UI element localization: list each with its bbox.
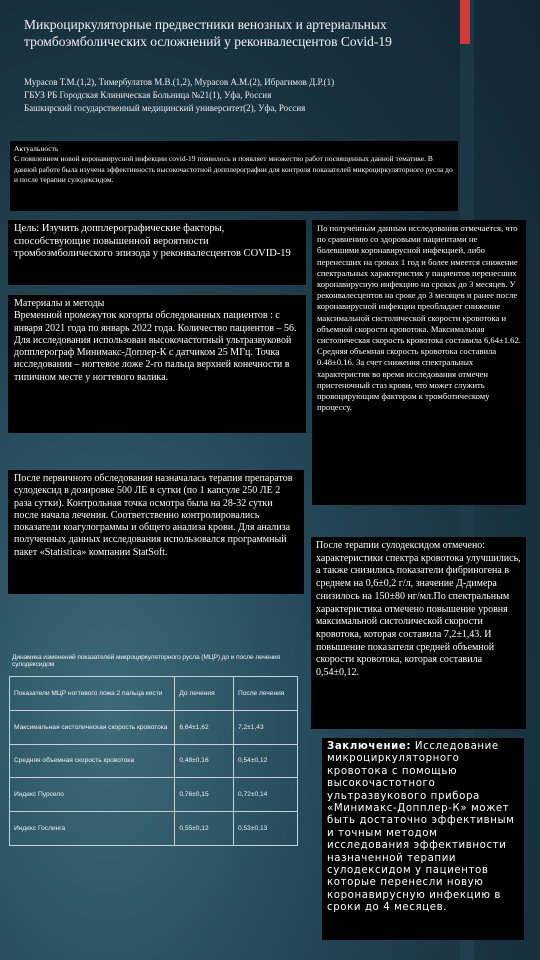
table-cell: Индекс Гослинга xyxy=(10,812,175,846)
relevance-heading: Актуальность xyxy=(14,144,59,153)
table-row xyxy=(10,778,298,812)
findings-text: По полученным данным исследования отмечается, что по сравнению со здоровыми пациентами не болевшими коронавирусной инфекцией, либо перенесших на сроках 1 год и более имеется снижение спектральных характеристик у пациентов перенесших коронавирусную инфекцию на сроках до 3 месяцев. У реконвалесцентов на сроке до 3 месяцев и ранее после коронавирусной инфекции преобладает снижение максимальной систолической скорости кровотока и объемной скорости кровотока. Максимальная систолическая скорость кровотока составила 6,64±1.62. Средняя объемная скорость кровотока составила 0.48±0.16. За счет снижения спектральных характеристик во время исследования отмечен пристеночный стаз крови, что может служить провоцирующим фактором к тромботическому процессу. xyxy=(317,223,521,413)
table-cell: Максимальная систолическая скорость кровотока xyxy=(10,710,175,744)
table-row xyxy=(10,744,298,778)
table-caption: Динамика изменений показателей микроциркуляторного русла (МЦР) до и после лечения сулодексидом xyxy=(12,654,280,668)
table-cell: 0,54±0,12 xyxy=(234,744,298,778)
poster-title: Микроциркуляторные предвестники венозных и артериальных тромбоэмболических осложнений у реконвалесцентов Covid-19 xyxy=(24,17,392,49)
relevance-box xyxy=(10,141,458,211)
table-header-row xyxy=(10,677,298,711)
after-therapy-box xyxy=(311,537,526,729)
after-therapy-text: После терапии сулодексидом отмечено: характеристики спектра кровотока улучшились, а также снизились показатели фибриногена в среднем на 0,6±0,2 г/л, значение Д-димера снизилось на 150±80 нг/мл.По спектральным характеристика отмечено повышение уровня максимальной систолической скорости кровотока, которая составила 7,2±1,43. И повышение показателя средней объемной скорости кровотока, которая составила 0,54±0,12. xyxy=(316,540,521,679)
accent-bar-red xyxy=(460,0,470,44)
table-row xyxy=(10,812,298,846)
table-cell: 6,64±1,62 xyxy=(175,710,234,744)
aim-box xyxy=(8,220,306,285)
table-cell: Средняя объемная скорость кровотока xyxy=(10,744,175,778)
table-header-cell: После лечения xyxy=(234,677,298,711)
therapy-box xyxy=(8,470,304,594)
affiliation-line-2: Башкирский государственный медицинский университет(2), Уфа, Россия xyxy=(24,103,306,113)
table-cell: 0,48±0,16 xyxy=(175,744,234,778)
methods-text: Временной промежуток когорты обследованных пациентов : с января 2021 года по январь 2022 года. Количество пациентов – 56. Для исследования использован высокочастотный ультразвуковой допплерограф Минимакс-Доплер-К с датчиком 25 МГц. Точка исследования – ногтевое ложе 2-го пальца верхней конечности в типичном месте у ногтевого валика. xyxy=(14,310,297,383)
conclusion-text: Исследование микроциркуляторного кровотока с помощью высокочастотного ультразвукового прибора «Минимакс-Допплер-К» может быть достаточно эффективным и точным методом исследования эффективности назначенной терапии сулодексидом у пациентов которые перенесли новую коронавирусную инфекцию в сроки до 4 месяцев. xyxy=(327,741,515,914)
results-table xyxy=(9,676,298,846)
table-cell: Индекс Пурсело xyxy=(10,778,175,812)
table-cell: 0,53±0,13 xyxy=(234,812,298,846)
therapy-text: После первичного обследования назначалась терапия препаратов сулодексид в дозировке 500 ЛЕ в сутки (по 1 капсуле 250 ЛЕ 2 раза сутки). Контрольная точка осмотра была на 28-32 сутки после начала лечения. Соответственно контролировались показатели коагулограммы и общего анализа крови. Для анализа полученных данных исследования использовался программный пакет «Statistica» компании StatSoft. xyxy=(14,473,293,558)
table-cell: 0,72±0,14 xyxy=(234,778,298,812)
table-cell: 0,55±0,12 xyxy=(175,812,234,846)
aim-text: Цель: Изучить допплерографические факторы, способствующие повышенной вероятности тромбоэмболического эпизода у реконвалесцентов COVID-19 xyxy=(14,223,291,259)
conclusion-box xyxy=(322,738,524,940)
conclusion-label: Заключение: xyxy=(327,741,412,752)
findings-box xyxy=(312,220,526,505)
table-row xyxy=(10,710,298,744)
table-cell: 7,2±1,43 xyxy=(234,710,298,744)
authors-line: Мурасов Т.М.(1,2), Тимербулатов М.В.(1,2), Мурасов А.М.(2), Ибрагимов Д.Р.(1) xyxy=(24,77,335,87)
authors-block xyxy=(24,76,454,115)
table-header-cell: До лечения xyxy=(175,677,234,711)
table-cell: 0,76±0,15 xyxy=(175,778,234,812)
methods-box xyxy=(8,295,306,433)
table-header-cell: Показатели МЦР ногтевого ложа 2 пальца кисти xyxy=(10,677,175,711)
affiliation-line-1: ГБУЗ РБ Городская Клиническая Больница №21(1), Уфа, Россия xyxy=(24,90,272,100)
methods-heading: Материалы и методы xyxy=(14,298,105,309)
relevance-text: С появлением новой коронавирусной инфекции covid-19 появилось и появляет множество работ посвященных данной тематике. В данной работе была изучена эффективность высокочастотной допплерографии для контроля показателей микроциркуляторного русла до и после терапии сулодексидом. xyxy=(14,154,453,184)
